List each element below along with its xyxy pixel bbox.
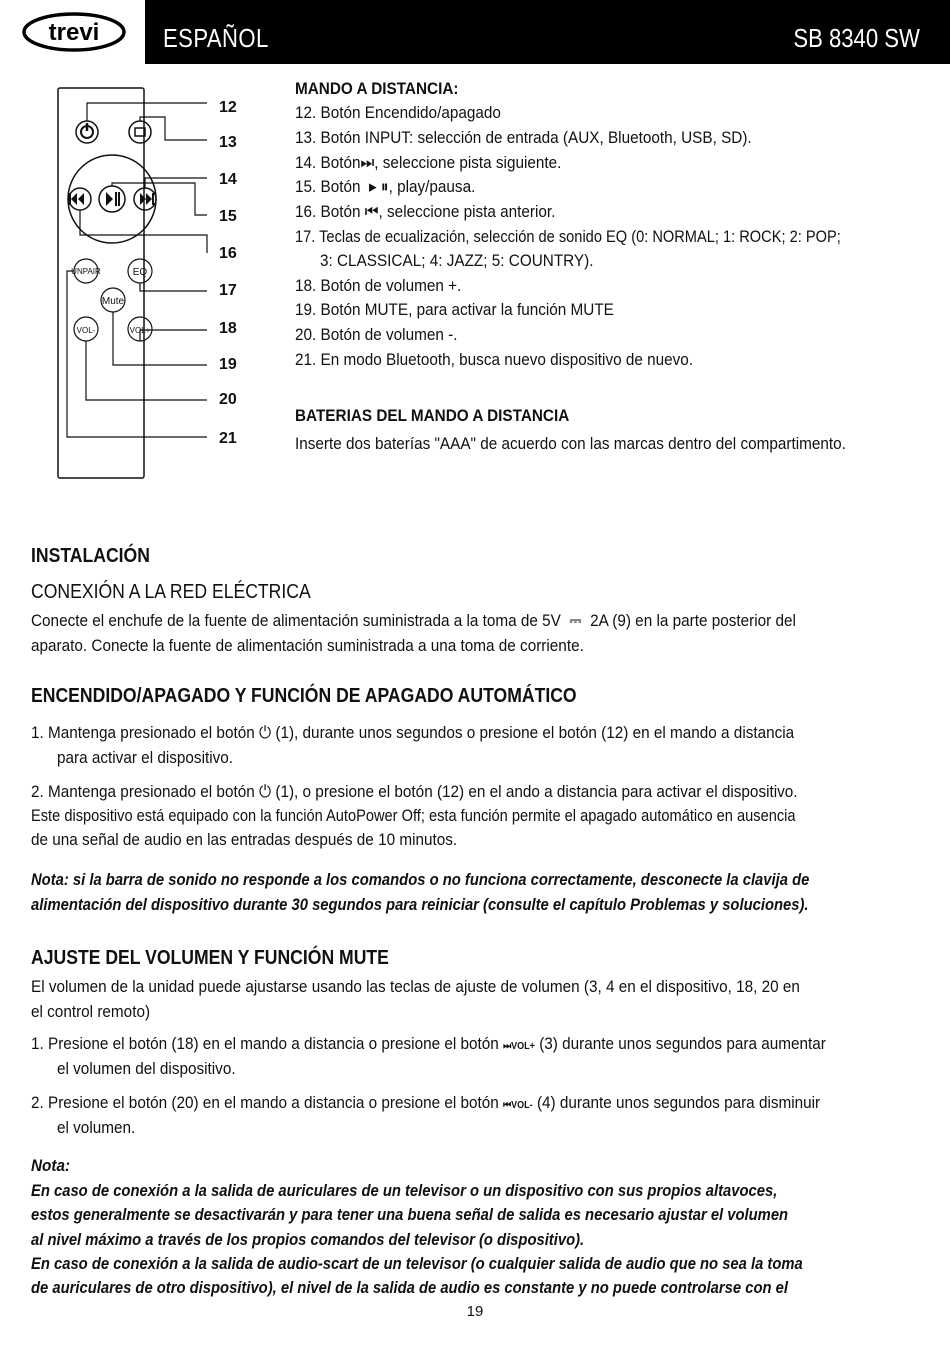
trevi-logo: [22, 12, 126, 52]
instalacion-line1: Conecte el enchufe de la fuente de alimentación suministrada a la toma de 5V ⎓ 2A (9) en la parte posterior del: [31, 611, 796, 630]
unpair-label: UNPAIR: [71, 267, 101, 276]
encendido-title: ENCENDIDO/APAGADO Y FUNCIÓN DE APAGADO AUTOMÁTICO: [31, 685, 577, 707]
remote-number-17: 17: [219, 282, 237, 299]
remote-number-20: 20: [219, 391, 237, 408]
mando-item-16: 16. Botón ⏮, seleccione pista anterior.: [295, 202, 556, 221]
instalacion-line2: aparato. Conecte la fuente de alimentación suministrada a una toma de corriente.: [31, 636, 584, 655]
remote-body: [58, 88, 144, 478]
mando-item-12: 12. Botón Encendido/apagado: [295, 103, 501, 122]
remote-number-18: 18: [219, 320, 237, 337]
mando-item-14: 14. Botón⏭, seleccione pista siguiente.: [295, 153, 562, 172]
power-icon: ⏻: [258, 723, 272, 742]
previous-track-icon: ⏮: [360, 202, 379, 221]
volume-up-icon: ⏭VOL+: [503, 1041, 535, 1052]
remote-number-15: 15: [219, 208, 237, 225]
remote-number-13: 13: [219, 134, 237, 151]
conexion-subtitle: CONEXIÓN A LA RED ELÉCTRICA: [31, 581, 311, 603]
language-label: ESPAÑOL: [163, 23, 269, 53]
vol-plus-label: VOL+: [129, 326, 151, 335]
remote-number-19: 19: [219, 356, 237, 373]
dc-symbol-icon: ⎓: [560, 611, 591, 630]
nota-line-3: al nivel máximo a través de los propios comandos del televisor (o dispositivo).: [31, 1230, 585, 1249]
remote-number-16: 16: [219, 245, 237, 262]
volumen-title: AJUSTE DEL VOLUMEN Y FUNCIÓN MUTE: [31, 947, 389, 969]
mute-label: Mute: [101, 296, 125, 307]
vol-minus-label: VOL-: [76, 326, 96, 335]
encendido-para-1: Este dispositivo está equipado con la función AutoPower Off; esta función permite el apagado automático en ausencia: [31, 806, 796, 825]
nota-line-5: de auriculares de otro dispositivo), el nivel de la salida de audio es constante y no puede controlarse con el: [31, 1278, 788, 1297]
mando-item-19: 19. Botón MUTE, para activar la función MUTE: [295, 300, 614, 319]
volumen-para-2: el control remoto): [31, 1002, 151, 1021]
mando-item-20: 20. Botón de volumen -.: [295, 325, 458, 344]
volumen-item-2: 2. Presione el botón (20) en el mando a distancia o presione el botón ⏮VOL- (4) durante unos segundos para disminuir: [31, 1093, 821, 1112]
encendido-item-1-cont: para activar el dispositivo.: [57, 748, 234, 767]
volumen-item-2-cont: el volumen.: [57, 1118, 136, 1137]
remote-number-21: 21: [219, 430, 237, 447]
eq-label: EQ: [132, 267, 148, 278]
mando-item-21: 21. En modo Bluetooth, busca nuevo dispositivo de nuevo.: [295, 350, 694, 369]
remote-illustration: [55, 85, 215, 485]
page-number: 19: [466, 1303, 484, 1320]
baterias-text: Inserte dos baterías "AAA" de acuerdo con las marcas dentro del compartimento.: [295, 434, 846, 453]
mando-item-13: 13. Botón INPUT: selección de entrada (AUX, Bluetooth, USB, SD).: [295, 128, 752, 147]
mando-item-18: 18. Botón de volumen +.: [295, 276, 462, 295]
encendido-item-2: 2. Mantenga presionado el botón ⏻ (1), o presione el botón (12) en el ando a distancia para activar el dispositivo.: [31, 782, 798, 801]
play-pause-icon: ▸ ⏸: [360, 177, 389, 196]
mando-item-17: 17. Teclas de ecualización, selección de sonido EQ (0: NORMAL; 1: ROCK; 2: POP;: [295, 227, 841, 246]
remote-number-14: 14: [219, 171, 237, 188]
volume-down-icon: ⏮VOL-: [503, 1100, 533, 1111]
mando-title: MANDO A DISTANCIA:: [295, 79, 459, 98]
mando-item-15: 15. Botón ▸ ⏸, play/pausa.: [295, 177, 476, 196]
power-icon: ⏻: [258, 782, 272, 801]
baterias-title: BATERIAS DEL MANDO A DISTANCIA: [295, 406, 570, 425]
remote-number-12: 12: [219, 99, 237, 116]
nota-line-2: estos generalmente se desactivarán y para tener una buena señal de salida es necesario ajustar el volumen: [31, 1205, 789, 1224]
logo-text: trevi: [48, 19, 100, 46]
page-header: [0, 0, 950, 64]
nota-title: Nota:: [31, 1156, 71, 1175]
encendido-note-1: Nota: si la barra de sonido no responde a los comandos o no funciona correctamente, desconecte la clavija de: [31, 870, 810, 889]
model-label: SB 8340 SW: [793, 23, 920, 53]
volumen-para-1: El volumen de la unidad puede ajustarse usando las teclas de ajuste de volumen (3, 4 en el dispositivo, 18, 20 en: [31, 977, 800, 996]
next-track-icon: ⏭: [360, 153, 375, 172]
volumen-item-1-cont: el volumen del dispositivo.: [57, 1059, 236, 1078]
encendido-item-1: 1. Mantenga presionado el botón ⏻ (1), durante unos segundos o presione el botón (12) en el mando a distancia: [31, 723, 795, 742]
nota-line-1: En caso de conexión a la salida de auriculares de un televisor o un dispositivo con sus propios altavoces,: [31, 1181, 778, 1200]
logo-area: [0, 0, 145, 64]
instalacion-title: INSTALACIÓN: [31, 545, 150, 567]
volumen-item-1: 1. Presione el botón (18) en el mando a distancia o presione el botón ⏭VOL+ (3) durante unos segundos para aumentar: [31, 1034, 826, 1053]
mando-item-17-cont: 3: CLASSICAL; 4: JAZZ; 5: COUNTRY).: [320, 251, 594, 270]
nota-line-4: En caso de conexión a la salida de audio-scart de un televisor (o cualquier salida de audio que no sea la toma: [31, 1254, 803, 1273]
encendido-para-2: de una señal de audio en las entradas después de 10 minutos.: [31, 830, 458, 849]
encendido-note-2: alimentación del dispositivo durante 30 segundos para reiniciar (consulte el capítulo Problemas y soluciones).: [31, 895, 809, 914]
